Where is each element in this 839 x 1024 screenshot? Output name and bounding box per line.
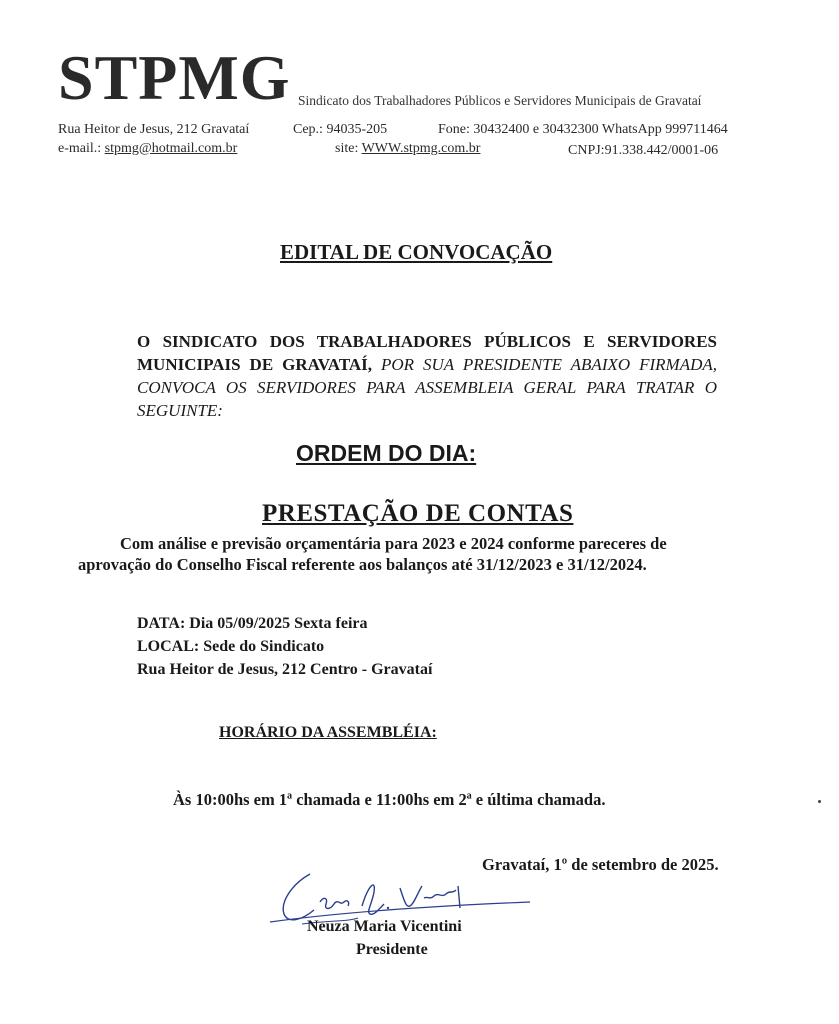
signer-name: Neuza Maria Vicentini <box>307 918 462 935</box>
email-link[interactable]: stpmg@hotmail.com.br <box>104 141 238 156</box>
site-link[interactable]: WWW.stpmg.com.br <box>361 141 481 156</box>
convocation-paragraph <box>137 330 717 422</box>
site-label: site: <box>335 141 359 156</box>
intro-italic-text: POR SUA PRESIDENTE ABAIXO FIRMADA, CONVOCA OS SERVIDORES PARA ASSEMBLEIA GERAL PARA TRATAR O SEGUINTE: <box>137 355 717 420</box>
header-site-row <box>335 141 480 157</box>
header-cep: Cep.: 94035-205 <box>293 122 388 137</box>
place-and-date: Gravataí, 1º de setembro de 2025. <box>482 855 719 874</box>
schedule-text: Às 10:00hs em 1ª chamada e 11:00hs em 2ª e última chamada. <box>173 790 606 809</box>
header-cnpj: CNPJ:91.338.442/0001-06 <box>568 143 719 158</box>
meeting-date: DATA: Dia 05/09/2025 Sexta feira <box>137 615 368 632</box>
union-logo-text: STPMG <box>58 42 291 113</box>
signer-role: Presidente <box>356 941 428 958</box>
agenda-description-line-2: aprovação do Conselho Fiscal referente aos balanços até 31/12/2023 e 31/12/2024. <box>78 555 647 574</box>
agenda-item-heading: PRESTAÇÃO DE CONTAS <box>262 500 574 527</box>
email-label: e-mail.: <box>58 141 102 156</box>
meeting-address: Rua Heitor de Jesus, 212 Centro - Gravataí <box>137 661 433 678</box>
header-email-row <box>58 141 237 157</box>
union-full-name: Sindicato dos Trabalhadores Públicos e Servidores Municipais de Gravataí <box>298 93 702 108</box>
intro-bold-text: O SINDICATO DOS TRABALHADORES PÚBLICOS E SERVIDORES MUNICIPAIS DE GRAVATAÍ, <box>137 332 717 374</box>
header-phone: Fone: 30432400 e 30432300 WhatsApp 999711464 <box>438 122 728 137</box>
schedule-heading: HORÁRIO DA ASSEMBLÉIA: <box>219 724 437 741</box>
document-title: EDITAL DE CONVOCAÇÃO <box>280 240 553 264</box>
agenda-description-line-1: Com análise e previsão orçamentária para 2023 e 2024 conforme pareceres de <box>120 534 667 553</box>
scan-speck <box>818 800 821 803</box>
header-address: Rua Heitor de Jesus, 212 Gravataí <box>58 122 250 137</box>
agenda-heading: ORDEM DO DIA: <box>296 440 477 466</box>
meeting-local: LOCAL: Sede do Sindicato <box>137 638 325 655</box>
